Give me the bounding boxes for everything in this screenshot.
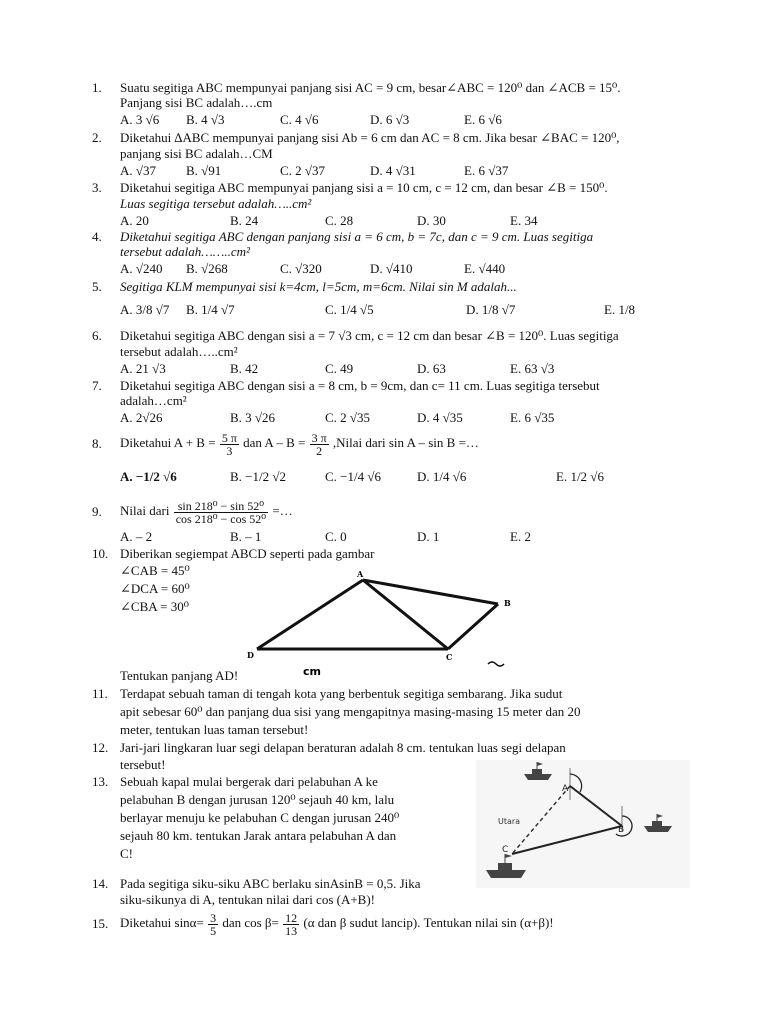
q6-option-e: E. 63 √3: [510, 361, 555, 376]
q4-text-line1: Diketahui segitiga ABC dengan panjang sisi a = 6 cm, b = 7c, dan c = 9 cm. Luas segitiga: [120, 229, 594, 244]
q11-number: 11.: [92, 686, 108, 701]
q10-text-line1: Diberikan segiempat ABCD seperti pada gambar: [120, 546, 375, 561]
q10-side-ab: [363, 580, 498, 604]
q9-option-b: B. – 1: [230, 529, 262, 544]
q5-option-c: C. 1/4 √5: [325, 302, 374, 317]
q3-option-e: E. 34: [510, 213, 538, 228]
q6-option-b: B. 42: [230, 361, 259, 376]
q9-text-a: Nilai dari: [120, 503, 170, 518]
q12-text-line1: Jari-jari lingkaran luar segi delapan beraturan adalah 8 cm. tentukan luas segi delapan: [120, 740, 566, 755]
q13-text-line3: berlayar menuju ke pelabuhan C dengan jurusan 240⁰: [120, 810, 400, 825]
q1-option-c: C. 4 √6: [280, 112, 319, 127]
q10-angle-cab: ∠CAB = 45⁰: [120, 563, 190, 578]
q7-number: 7.: [92, 378, 102, 393]
q9-option-a: A. – 2: [120, 529, 153, 544]
q10-label-a: A: [357, 569, 364, 579]
q6-option-d: D. 63: [417, 361, 446, 376]
q7-text-line2: adalah…cm²: [120, 393, 187, 408]
q13-text-line2: pelabuhan B dengan jurusan 120⁰ sejauh 40 km, lalu: [120, 792, 395, 807]
q6-text-line2: tersebut adalah…..cm²: [120, 344, 238, 359]
q8-text-c: ,Nilai dari sin A – sin B =…: [332, 435, 479, 450]
q15-question: [120, 907, 554, 939]
q10-label-c: C: [446, 652, 453, 662]
q14-text-line1: Pada segitiga siku-siku ABC berlaku sinAsinB = 0,5. Jika: [120, 876, 421, 891]
q11-text-line2: apit sebesar 60⁰ dan panjang dua sisi yang mengapitnya masing-masing 15 meter dan 20: [120, 704, 581, 719]
q1-text-line2: Panjang sisi BC adalah….cm: [120, 95, 273, 110]
q13-ship-route-figure: [476, 760, 690, 888]
q7-text-line1: Diketahui segitiga ABC dengan sisi a = 8 cm, b = 9cm, dan c= 11 cm. Luas segitiga tersebut: [120, 378, 600, 393]
q5-option-a: A. 3/8 √7: [120, 302, 170, 317]
q5-option-e: E. 1/8: [604, 302, 636, 317]
q5-text-line1: Segitiga KLM mempunyai sisi k=4cm, l=5cm, m=6cm. Nilai sin M adalah...: [120, 279, 517, 294]
q6-option-c: C. 49: [325, 361, 354, 376]
q8-fraction-1: $\frac{5 \pi}{3}$: [221, 430, 237, 458]
q8-text-b: dan A – B =: [243, 435, 306, 450]
q9-text-b: =…: [272, 503, 293, 518]
q8-option-c: C. −1/4 √6: [325, 469, 381, 484]
q13-text-line5: C!: [120, 846, 133, 861]
q1-option-d: D. 6 √3: [370, 112, 410, 127]
q3-option-a: A. 20: [120, 213, 149, 228]
q15-number: 15.: [92, 916, 109, 931]
q7-option-b: B. 3 √26: [230, 410, 276, 425]
q4-number: 4.: [92, 229, 102, 244]
q10-diagonal-ac: [363, 580, 448, 649]
q13-text-line1: Sebuah kapal mulai bergerak dari pelabuhan A ke: [120, 774, 378, 789]
q8-option-e: E. 1/2 √6: [556, 469, 604, 484]
q2-option-b: B. √91: [186, 163, 222, 178]
q1-option-e: E. 6 √6: [464, 112, 502, 127]
q4-text-line2: tersebut adalah……..cm²: [120, 244, 250, 259]
q10-angle-cba: ∠CBA = 30⁰: [120, 599, 189, 614]
q10-label-b: B: [504, 598, 511, 608]
q3-text-line2: Luas segitiga tersebut adalah…..cm²: [120, 196, 312, 211]
q8-option-b: B. −1/2 √2: [230, 469, 286, 484]
q10-angle-dca: ∠DCA = 60⁰: [120, 581, 190, 596]
q10-number: 10.: [92, 546, 109, 561]
q7-option-e: E. 6 √35: [510, 410, 555, 425]
q2-option-d: D. 4 √31: [370, 163, 416, 178]
q14-number: 14.: [92, 876, 109, 891]
q3-option-c: C. 28: [325, 213, 354, 228]
q2-option-a: A. √37: [120, 163, 157, 178]
q2-number: 2.: [92, 130, 102, 145]
q13-text-line4: sejauh 80 km. tentukan Jarak antara pelabuhan A dan: [120, 828, 397, 843]
q6-option-a: A. 21 √3: [120, 361, 166, 376]
q1-number: 1.: [92, 80, 102, 95]
q6-number: 6.: [92, 328, 102, 343]
q10-label-d: D: [247, 650, 254, 660]
q15-text-a: Diketahui sinα=: [120, 915, 204, 930]
q9-option-e: E. 2: [510, 529, 531, 544]
q9-fraction: $\frac{\text{sin 218⁰ − sin 52⁰}}{\text{cos 218⁰ − cos 52⁰}}$: [175, 498, 267, 526]
q10-text-line2: Tentukan panjang AD!: [120, 668, 239, 683]
q9-option-c: C. 0: [325, 529, 347, 544]
q7-option-c: C. 2 √35: [325, 410, 371, 425]
q8-option-a: A. −1/2 √6: [120, 469, 177, 484]
q13-label-c: C: [502, 845, 509, 855]
q3-option-d: D. 30: [417, 213, 446, 228]
q4-option-e: E. √440: [464, 261, 506, 276]
q14-text-line2: siku-sikunya di A, tentukan nilai dari cos (A+B)!: [120, 892, 376, 907]
q4-option-d: D. √410: [370, 261, 413, 276]
q12-text-line2: tersebut!: [120, 757, 166, 772]
q3-number: 3.: [92, 180, 102, 195]
q8-number: 8.: [92, 436, 102, 451]
q9-question: [120, 494, 293, 528]
q7-option-d: D. 4 √35: [417, 410, 463, 425]
q4-option-c: C. √320: [280, 261, 322, 276]
q4-option-b: B. √268: [186, 261, 228, 276]
q15-text-b: dan cos β=: [222, 915, 279, 930]
q4-option-a: A. √240: [120, 261, 163, 276]
q2-text-line1: Diketahui ∆ABC mempunyai panjang sisi Ab = 6 cm dan AC = 8 cm. Jika besar ∠BAC = 120⁰,: [120, 130, 620, 145]
q13-label-north: Utara: [498, 817, 521, 826]
q5-option-d: D. 1/8 √7: [466, 302, 516, 317]
q2-option-e: E. 6 √37: [464, 163, 509, 178]
q3-text-line1: Diketahui segitiga ABC mempunyai panjang sisi a = 10 cm, c = 12 cm, dan besar ∠B = 150⁰.: [120, 180, 608, 195]
q12-number: 12.: [92, 740, 109, 755]
q13-number: 13.: [92, 774, 109, 789]
q7-option-a: A. 2√26: [120, 410, 163, 425]
q9-number: 9.: [92, 504, 102, 519]
q6-text-line1: Diketahui segitiga ABC dengan sisi a = 7 √3 cm, c = 12 cm dan besar ∠B = 120⁰. Luas segitiga: [120, 328, 619, 343]
q13-label-a: A: [562, 784, 569, 794]
q8-text-a: Diketahui A + B =: [120, 435, 216, 450]
q3-option-b: B. 24: [230, 213, 259, 228]
q10-label-cm: cm: [303, 665, 321, 678]
q5-option-b: B. 1/4 √7: [186, 302, 235, 317]
q8-question: [120, 428, 479, 458]
q11-text-line1: Terdapat sebuah taman di tengah kota yang berbentuk segitiga sembarang. Jika sudut: [120, 686, 563, 701]
q10-side-da: [257, 580, 363, 649]
q1-option-a: A. 3 √6: [120, 112, 160, 127]
q11-text-line3: meter, tentukan luas taman tersebut!: [120, 722, 309, 737]
q15-fraction-2: $\frac{12}{13}$: [285, 910, 298, 938]
q1-option-b: B. 4 √3: [186, 112, 225, 127]
q10-side-bc: [448, 604, 498, 649]
q8-fraction-2: $\frac{3 \pi}{2}$: [311, 430, 327, 458]
q9-option-d: D. 1: [417, 529, 440, 544]
q15-text-c: (α dan β sudut lancip). Tentukan nilai sin (α+β)!: [303, 915, 554, 930]
q8-option-d: D. 1/4 √6: [417, 469, 467, 484]
q13-label-b: B: [618, 825, 625, 835]
q10-pen-mark: [488, 662, 504, 666]
q2-option-c: C. 2 √37: [280, 163, 326, 178]
q5-number: 5.: [92, 279, 102, 294]
q1-text-line1: Suatu segitiga ABC mempunyai panjang sisi AC = 9 cm, besar∠ABC = 120⁰ dan ∠ACB = 15⁰.: [120, 80, 621, 95]
q10-quadrilateral-figure: [240, 568, 540, 678]
q15-fraction-1: $\frac{3}{5}$: [210, 910, 217, 938]
q2-text-line2: panjang sisi BC adalah…CM: [120, 146, 273, 161]
